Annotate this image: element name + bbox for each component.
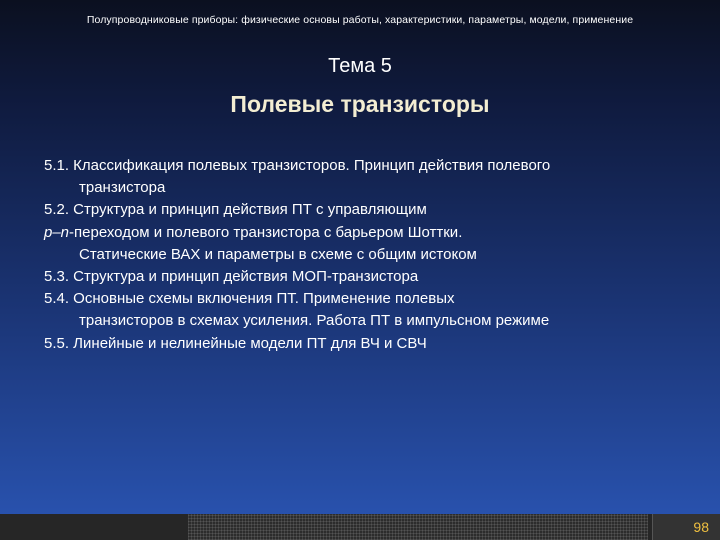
contents-item-5-4: 5.4. Основные схемы включения ПТ. Применение полевых bbox=[44, 290, 455, 308]
course-title: Полупроводниковые приборы: физические основы работы, характеристики, параметры, модели, применение bbox=[86, 14, 634, 26]
contents-item-5-1: 5.1. Классификация полевых транзисторов. Принцип действия полевого bbox=[44, 157, 551, 174]
contents-item-5-3: 5.3. Структура и принцип действия МОП-транзистора bbox=[44, 268, 419, 286]
slide-title: Полевые транзисторы bbox=[230, 91, 490, 117]
pn-junction-label: p–n bbox=[44, 223, 70, 241]
contents-item-5-5: 5.5. Линейные и нелинейные модели ПТ для ВЧ и СВЧ bbox=[44, 334, 427, 352]
contents-item-5-2-continued-2: Статические ВАХ и параметры в схеме с общим истоком bbox=[79, 245, 477, 263]
contents-item-5-2-rest: -переходом и полевого транзистора с барьером Шоттки. bbox=[69, 223, 463, 241]
contents-item-5-2: 5.2. Структура и принцип действия ПТ с управляющим bbox=[44, 201, 427, 219]
contents-item-5-1-continued: транзистора bbox=[79, 179, 166, 197]
footer-pattern bbox=[188, 514, 648, 540]
contents-item-5-2-continued bbox=[44, 222, 684, 244]
page-number-box bbox=[652, 514, 720, 540]
contents-list bbox=[44, 155, 684, 355]
page-number: 98 bbox=[693, 519, 709, 535]
contents-item-5-4-continued: транзисторов в схемах усиления. Работа ПТ в импульсном режиме bbox=[79, 312, 550, 330]
slide-topic: Тема 5 bbox=[328, 55, 392, 77]
